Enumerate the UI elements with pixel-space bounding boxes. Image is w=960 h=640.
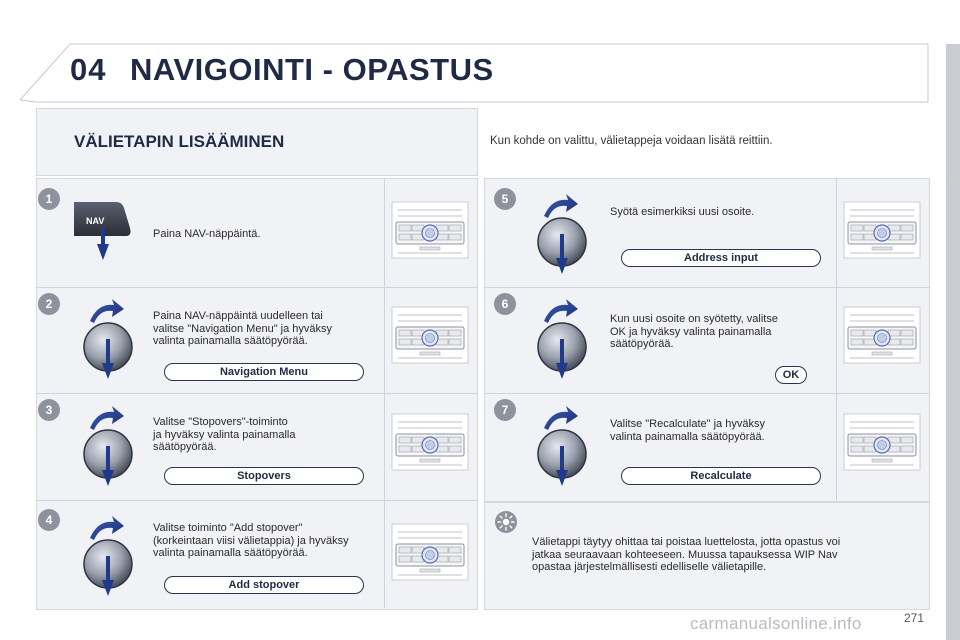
row-divider bbox=[484, 393, 929, 394]
head-unit-thumbnail bbox=[842, 305, 922, 365]
nav-key-icon bbox=[72, 198, 144, 262]
step-instruction: Valitse toiminto "Add stopover" (korkeintaan viisi välietappia) ja hyväksy valinta painamalla säätöpyörää. bbox=[153, 522, 349, 559]
ok-button[interactable]: OK bbox=[775, 366, 807, 384]
step-instruction: Valitse "Stopovers"-toiminto ja hyväksy valinta painamalla säätöpyörää. bbox=[153, 416, 296, 453]
head-unit-thumbnail bbox=[390, 522, 470, 582]
step-number: 5 bbox=[494, 188, 516, 210]
rotary-knob-icon bbox=[534, 295, 594, 381]
step-number: 6 bbox=[494, 293, 516, 315]
step-instruction: Valitse "Recalculate" ja hyväksy valinta painamalla säätöpyörää. bbox=[610, 418, 765, 443]
page-edge-tab bbox=[946, 44, 960, 640]
head-unit-thumbnail bbox=[390, 305, 470, 365]
menu-option-navigation-menu[interactable]: Navigation Menu bbox=[164, 363, 364, 381]
chapter-number: 04 bbox=[70, 52, 107, 87]
rotary-knob-icon bbox=[534, 402, 594, 488]
row-divider bbox=[484, 287, 929, 288]
column-divider bbox=[384, 178, 385, 608]
step-instruction: Paina NAV-näppäintä uudelleen tai valitse "Navigation Menu" ja hyväksy valinta painamalla säätöpyörää. bbox=[153, 310, 333, 347]
step-number: 7 bbox=[494, 399, 516, 421]
step-number: 1 bbox=[38, 188, 60, 210]
section-intro: Kun kohde on valittu, välietappeja voidaan lisätä reittiin. bbox=[490, 135, 773, 147]
menu-option-stopovers[interactable]: Stopovers bbox=[164, 467, 364, 485]
head-unit-thumbnail bbox=[842, 200, 922, 260]
row-divider bbox=[36, 287, 477, 288]
watermark: carmanualsonline.info bbox=[690, 614, 862, 633]
page-title: NAVIGOINTI - OPASTUS bbox=[130, 52, 494, 87]
svg-text:NAV: NAV bbox=[86, 216, 105, 226]
step-instruction: Kun uusi osoite on syötetty, valitse OK ja hyväksy valinta painamalla säätöpyörää. bbox=[610, 313, 778, 350]
head-unit-thumbnail bbox=[842, 412, 922, 472]
head-unit-thumbnail bbox=[390, 200, 470, 260]
page-number: 271 bbox=[904, 611, 925, 625]
step-number: 2 bbox=[38, 293, 60, 315]
rotary-knob-icon bbox=[534, 190, 594, 276]
step-instruction: Syötä esimerkiksi uusi osoite. bbox=[610, 206, 755, 218]
column-divider bbox=[836, 178, 837, 500]
menu-option-recalculate[interactable]: Recalculate bbox=[621, 467, 821, 485]
section-title: VÄLIETAPIN LISÄÄMINEN bbox=[74, 132, 285, 151]
row-divider bbox=[36, 393, 477, 394]
rotary-knob-icon bbox=[80, 295, 140, 381]
rotary-knob-icon bbox=[80, 512, 140, 598]
tip-text: Välietappi täytyy ohittaa tai poistaa luettelosta, jotta opastus voi jatkaa seuraavaan kohteeseen. Muussa tapauksessa WIP Nav opastaa järjestelmällisesti edelliselle välietapille. bbox=[532, 536, 841, 573]
step-number: 4 bbox=[38, 509, 60, 531]
rotary-knob-icon bbox=[80, 402, 140, 488]
menu-option-add-stopover[interactable]: Add stopover bbox=[164, 576, 364, 594]
step-number: 3 bbox=[38, 399, 60, 421]
step-instruction: Paina NAV-näppäintä. bbox=[153, 228, 261, 240]
row-divider bbox=[36, 500, 477, 501]
menu-option-address-input[interactable]: Address input bbox=[621, 249, 821, 267]
head-unit-thumbnail bbox=[390, 412, 470, 472]
tip-lightbulb-icon bbox=[494, 510, 518, 534]
